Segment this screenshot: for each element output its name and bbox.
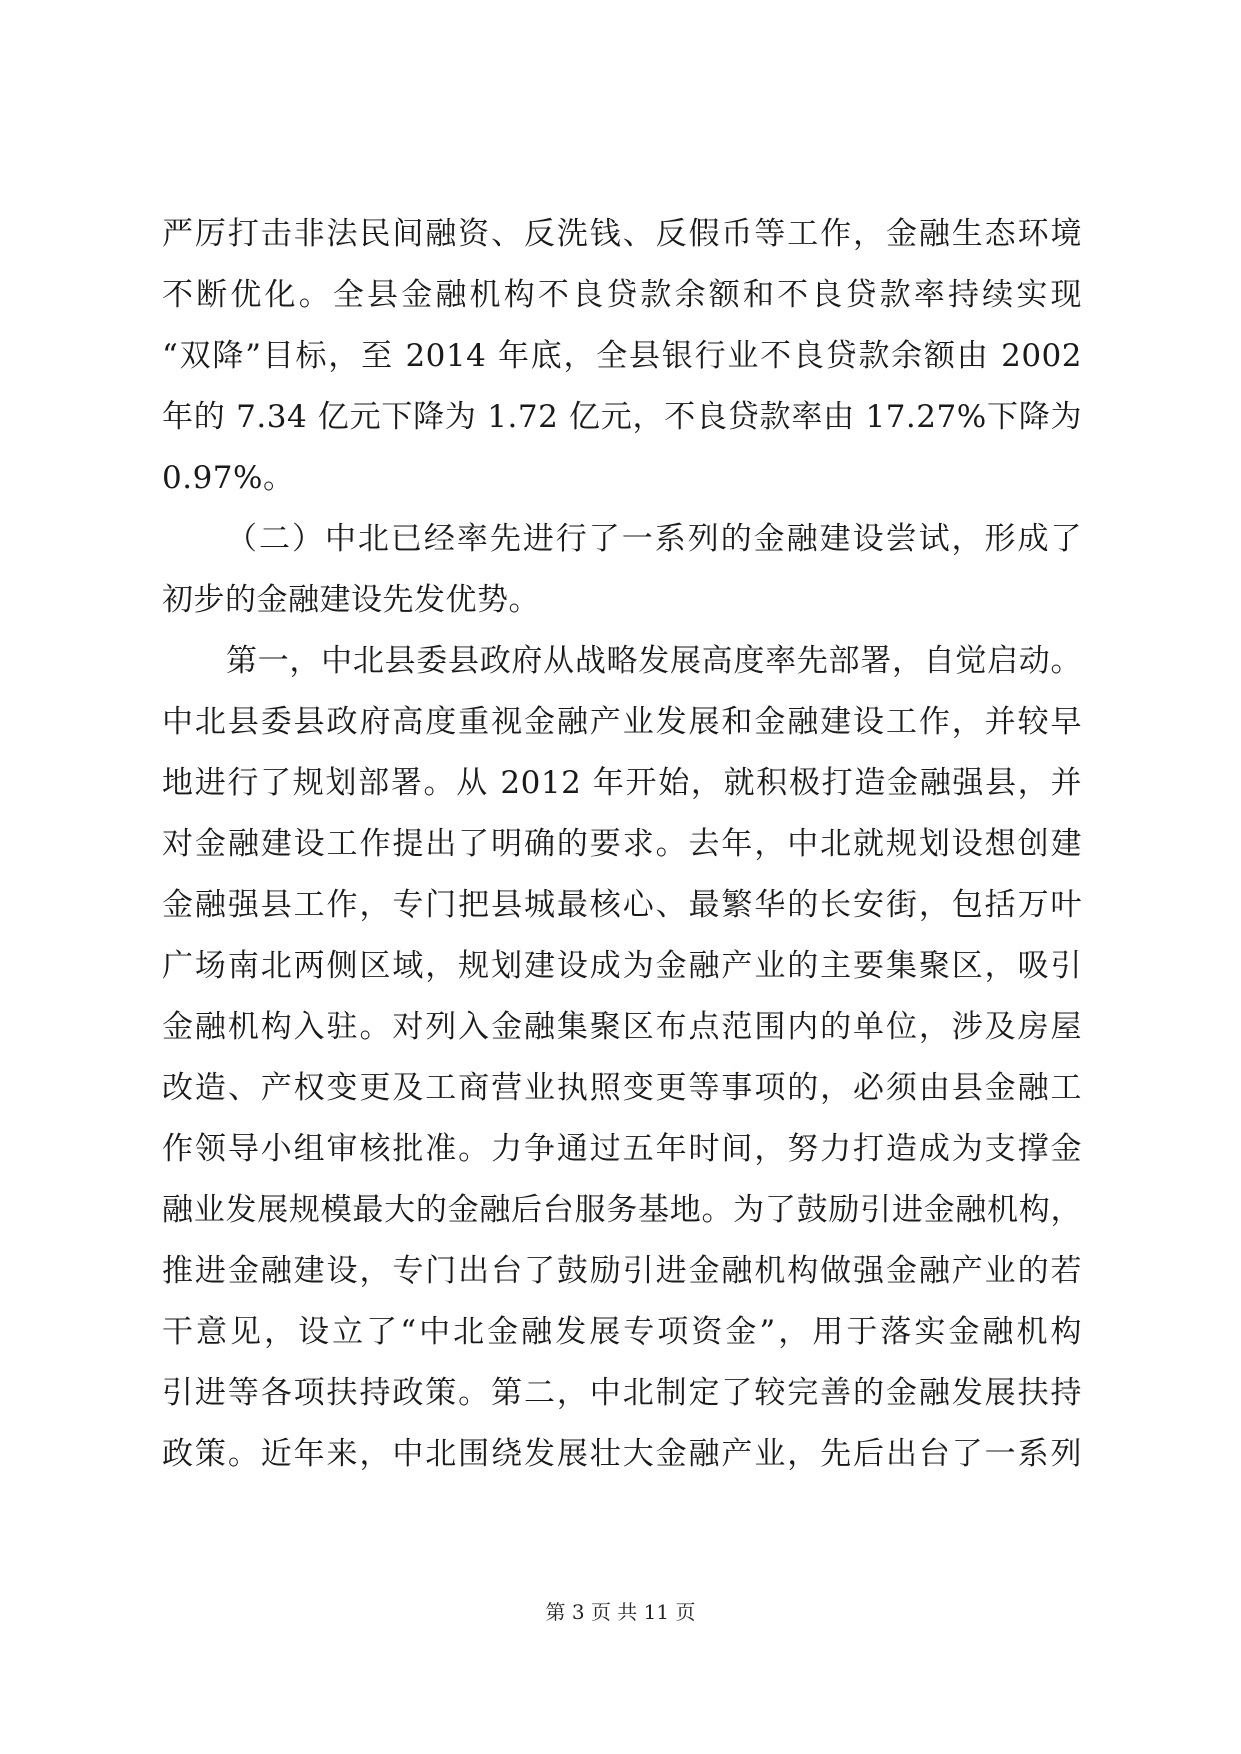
text-line: 中北县委县政府高度重视金融产业发展和金融建设工作，并较早 (162, 704, 1082, 740)
text-line: 地进行了规划部署。从 2012 年开始，就积极打造金融强县，并 (162, 765, 1082, 801)
text-line: 引进等各项扶持政策。第二，中北制定了较完善的金融发展扶持 (162, 1375, 1082, 1411)
text-line: 作领导小组审核批准。力争通过五年时间，努力打造成为支撑金 (162, 1131, 1082, 1167)
text-line: 融业发展规模最大的金融后台服务基地。为了鼓励引进金融机构， (162, 1192, 1082, 1228)
page-number-footer: 第 3 页 共 11 页 (545, 1600, 696, 1624)
text-line: 广场南北两侧区域，规划建设成为金融产业的主要集聚区，吸引 (162, 948, 1082, 984)
text-line: 改造、产权变更及工商营业执照变更等事项的，必须由县金融工 (162, 1070, 1082, 1106)
text-line: 第一，中北县委县政府从战略发展高度率先部署，自觉启动。 (226, 643, 1082, 679)
text-line: （二）中北已经率先进行了一系列的金融建设尝试，形成了 (226, 521, 1082, 557)
text-line: 推进金融建设，专门出台了鼓励引进金融机构做强金融产业的若 (162, 1253, 1082, 1289)
text-line: 0.97%。 (162, 460, 295, 496)
text-line: 严厉打击非法民间融资、反洗钱、反假币等工作，金融生态环境 (162, 216, 1082, 252)
text-line: 年的 7.34 亿元下降为 1.72 亿元，不良贷款率由 17.27%下降为 (162, 399, 1082, 435)
text-line: 对金融建设工作提出了明确的要求。去年，中北就规划设想创建 (162, 826, 1082, 862)
text-line: 初步的金融建设先发优势。 (162, 582, 540, 618)
text-line: 不断优化。全县金融机构不良贷款余额和不良贷款率持续实现 (162, 277, 1082, 313)
text-line: “双降”目标，至 2014 年底，全县银行业不良贷款余额由 2002 (162, 338, 1082, 374)
text-line: 金融强县工作，专门把县城最核心、最繁华的长安街，包括万叶 (162, 887, 1082, 923)
text-line: 金融机构入驻。对列入金融集聚区布点范围内的单位，涉及房屋 (162, 1009, 1082, 1045)
text-line: 政策。近年来，中北围绕发展壮大金融产业，先后出台了一系列 (162, 1436, 1082, 1472)
text-line: 干意见，设立了“中北金融发展专项资金”，用于落实金融机构 (162, 1314, 1082, 1350)
